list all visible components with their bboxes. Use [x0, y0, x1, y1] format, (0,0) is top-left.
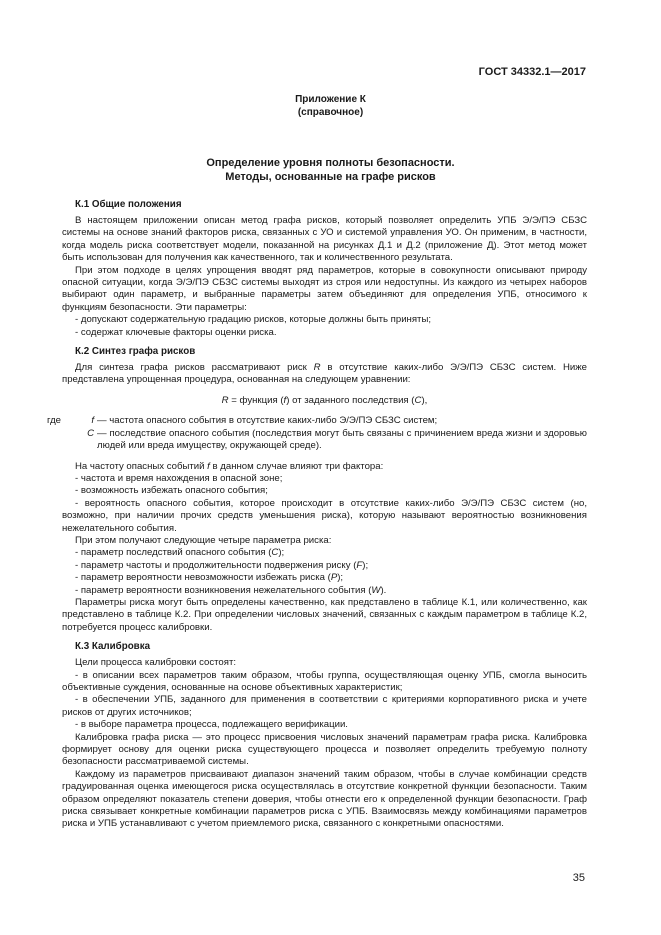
paragraph: При этом получают следующие четыре параметра риска:: [75, 534, 332, 546]
section-heading-k2: К.2 Синтез графа рисков: [75, 346, 196, 358]
list-item: - параметр частоты и продолжительности подвержения риску (F);: [75, 559, 369, 571]
list-item: - содержат ключевые факторы оценки риска.: [75, 326, 277, 338]
standard-number: ГОСТ 34332.1—2017: [478, 66, 586, 78]
list-item: - допускают содержательную градацию рисков, которые должны быть приняты;: [75, 314, 432, 326]
page-title-line1: Определение уровня полноты безопасности.: [206, 157, 455, 169]
definition-f: где f — частота опасного события в отсутствие каких-либо Э/Э/ПЭ СБЗС систем;: [47, 415, 438, 427]
risk-equation: R = функция (f) от заданного последствия (C),: [221, 394, 428, 406]
section-heading-k3: К.3 Калибровка: [75, 641, 151, 653]
list-item: - в выборе параметра процесса, подлежащего верификации.: [75, 719, 348, 731]
list-item: - частота и время нахождения в опасной зоне;: [75, 472, 283, 484]
list-item: - параметр вероятности возникновения нежелательного события (W).: [75, 584, 387, 596]
document-body: [47, 198, 587, 831]
page-title-line2: Методы, основанные на графе рисков: [225, 171, 436, 183]
list-item: - в обеспечении УПБ, заданного для применения в соответствии с критериями корпоративного риска и учете рисков от других источников;: [62, 694, 587, 718]
page-number: 35: [572, 872, 585, 884]
list-item: - в описании всех параметров таким образом, чтобы группа, осуществляющая оценку УПБ, смогла выносить объективные суждения, основанные на основе объективных характеристик;: [62, 669, 587, 693]
definition-c: C — последствие опасного события (последствия могут быть связаны с причинением вреда жизни и здоровью людей или вреда имуществу, окружающей среде).: [87, 427, 587, 452]
paragraph: Для синтеза графа рисков рассматривают риск R в отсутствие каких-либо Э/Э/ПЭ СБЗС систем. Ниже представлена упрощенная процедура, основанная на следующем уравнении:: [62, 362, 587, 386]
appendix-kind: (справочное): [297, 107, 364, 118]
paragraph: При этом подходе в целях упрощения вводят ряд параметров, которые в совокупности описывают природу опасной ситуации, когда Э/Э/ПЭ СБЗС системы выходят из строя или недоступны. Из каждого из четырех наборов выбирают один параметр, и выбранные параметры затем объединяют для определения УПБ, относимого к функциям безопасности. Эти параметры:: [62, 264, 587, 313]
paragraph: Калибровка графа риска — это процесс присвоения числовых значений параметрам графа риска. Калибровка формирует основу для оценки риска существующего процесса и позволяет определить требуемую полноту безопасности рассматриваемой системы.: [62, 731, 587, 768]
section-heading-k1: К.1 Общие положения: [75, 199, 182, 210]
paragraph: В настоящем приложении описан метод графа рисков, который позволяет определить УПБ Э/Э/ПЭ СБЗС системы на основе знаний факторов риска, связанных с УО и системой управления УО. Он применим, в частности, когда модель риска соответствует модели, показанной на рисунках Д.1 и Д.2 (приложение Д). Этот метод может быть использован для получения как качественного, так и количественного результата.: [62, 215, 587, 264]
paragraph: Каждому из параметров присваивают диапазон значений таким образом, чтобы в случае комбинации средств градуированная оценка имеющегося риска осуществлялась в отсутствие конкретной функции безопасности. Таким образом определяют показатель степени доверия, чтобы отнести его к определенной функции безопасности. Граф риска связывает конкретные комбинации параметров риска с УПБ. Взаимосвязь между комбинациями параметров риска и УПБ устанавливают с учетом приемлемого риска, связанного с конкретными опасностями.: [62, 768, 587, 830]
list-item: - параметр последствий опасного события (C);: [75, 547, 285, 559]
appendix-name: Приложение К: [295, 94, 366, 105]
paragraph: Цели процесса калибровки состоят:: [75, 657, 237, 669]
paragraph: Параметры риска могут быть определены качественно, как представлено в таблице К.1, или количественно, как представлено в таблице К.2. При определении числовых значений, связанных с каждым параметром в таблице К.2, потребуется процесс калибровки.: [62, 596, 587, 633]
list-item: - параметр вероятности невозможности избежать риска (P);: [75, 572, 344, 584]
list-item: - возможность избежать опасного события;: [75, 485, 268, 497]
paragraph: На частоту опасных событий f в данном случае влияют три фактора:: [75, 460, 384, 472]
list-item: - вероятность опасного события, которое происходит в отсутствие каких-либо Э/Э/ПЭ СБЗС систем (но, возможно, при наличии прочих средств уменьшения риска), которую называют вероятностью возникновения нежелательного события.: [62, 497, 587, 534]
